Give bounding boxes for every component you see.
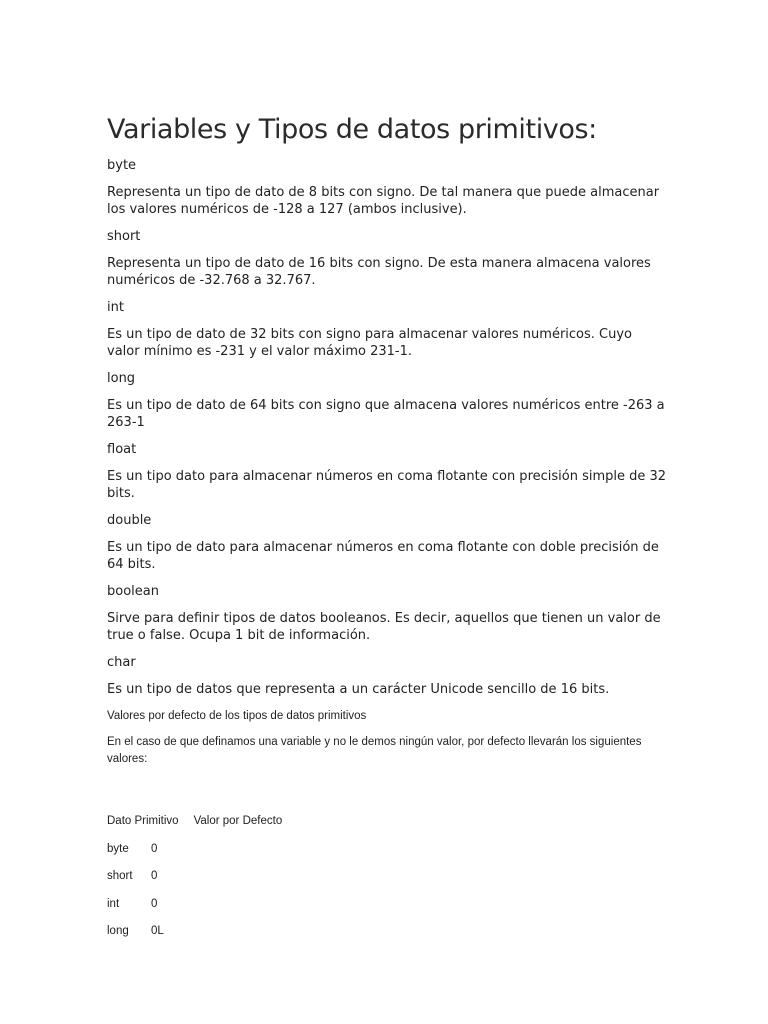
- type-section-long: [107, 370, 667, 431]
- table-cell-type: short: [107, 870, 133, 882]
- defaults-table: [107, 813, 297, 951]
- page-title: Variables y Tipos de datos primitivos:: [107, 114, 597, 145]
- type-description: Es un tipo de datos que representa a un carácter Unicode sencillo de 16 bits.: [107, 682, 610, 697]
- defaults-heading: Valores por defecto de los tipos de datos primitivos: [107, 710, 367, 722]
- table-cell-type: long: [107, 925, 129, 937]
- type-section-double: [107, 512, 667, 573]
- document-content: [107, 112, 667, 951]
- table-cell-value: 0L: [151, 925, 164, 937]
- defaults-intro: En el caso de que definamos una variable y no le demos ningún valor, por defecto llevarán los siguientes valores:: [107, 736, 642, 765]
- type-description: Es un tipo de dato de 32 bits con signo para almacenar valores numéricos. Cuyo valor mínimo es -231 y el valor máximo 231-1.: [107, 327, 633, 359]
- type-section-float: [107, 441, 667, 502]
- table-cell-type: byte: [107, 842, 129, 855]
- type-section-char: [107, 654, 667, 698]
- table-cell-type: int: [107, 897, 120, 910]
- type-name: byte: [107, 158, 137, 173]
- type-name: float: [107, 442, 137, 457]
- type-name: char: [107, 655, 136, 670]
- table-row: [107, 868, 297, 896]
- type-description: Representa un tipo de dato de 16 bits con signo. De esta manera almacena valores numéricos de -32.768 a 32.767.: [107, 256, 651, 288]
- table-cell-value: 0: [151, 897, 158, 910]
- type-section-int: [107, 299, 667, 360]
- table-cell-value: 0: [151, 842, 158, 855]
- type-section-byte: [107, 157, 667, 218]
- table-row: [107, 896, 297, 924]
- type-name: double: [107, 513, 152, 528]
- type-name: long: [107, 371, 136, 386]
- table-header-cell: [107, 813, 297, 841]
- type-section-short: [107, 228, 667, 289]
- table-row: [107, 841, 297, 869]
- type-description: Representa un tipo de dato de 8 bits con signo. De tal manera que puede almacenar los valores numéricos de -128 a 127 (ambos inclusive).: [107, 185, 660, 217]
- table-cell-value: 0: [151, 870, 158, 882]
- type-name: short: [107, 229, 141, 244]
- type-section-boolean: [107, 583, 667, 644]
- type-description: Sirve para definir tipos de datos booleanos. Es decir, aquellos que tienen un valor de true o false. Ocupa 1 bit de información.: [107, 611, 661, 643]
- type-description: Es un tipo dato para almacenar números en coma flotante con precisión simple de 32 bits.: [107, 469, 667, 501]
- table-header-row: [107, 813, 297, 841]
- header-dato-primitivo: Dato Primitivo: [107, 815, 179, 827]
- type-description: Es un tipo de dato de 64 bits con signo que almacena valores numéricos entre -263 a 263-1: [107, 398, 665, 430]
- type-description: Es un tipo de dato para almacenar números en coma flotante con doble precisión de 64 bits.: [107, 540, 659, 572]
- spacer: [107, 777, 667, 813]
- type-name: boolean: [107, 584, 159, 599]
- table-row: [107, 923, 297, 951]
- type-name: int: [107, 300, 124, 315]
- header-valor-por-defecto: Valor por Defecto: [193, 815, 283, 827]
